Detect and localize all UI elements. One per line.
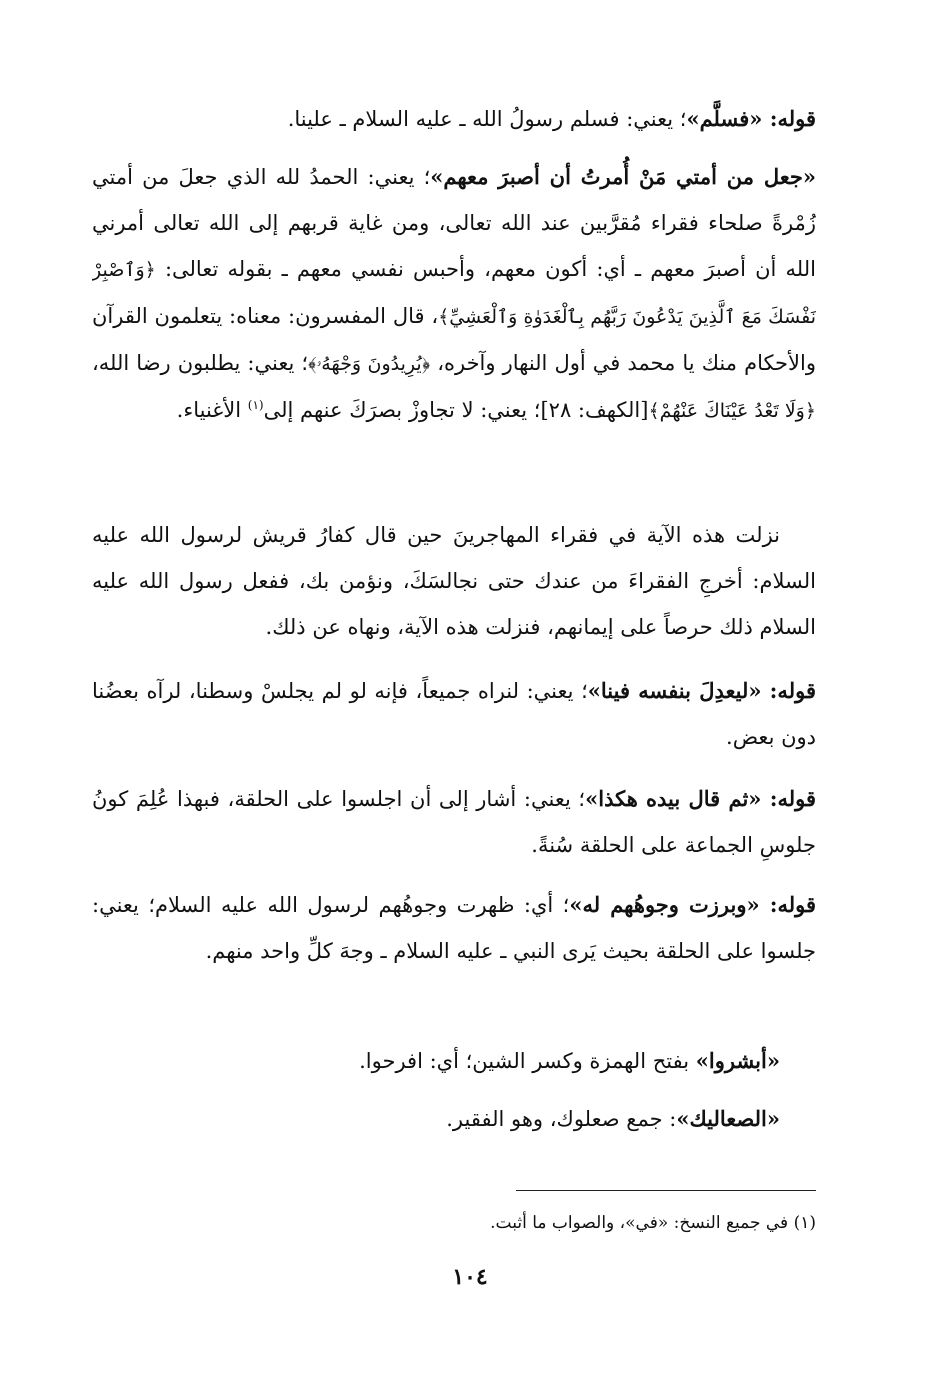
paragraph-8: [92, 1096, 816, 1142]
term-abshiru: «أبشروا»: [695, 1048, 780, 1073]
quran-verse-3: ﴿وَلَا تَعْدُ عَيْنَاكَ عَنْهُمْ﴾: [648, 400, 816, 422]
term-saaleek: «الصعاليك»: [676, 1106, 780, 1131]
paragraph-text: ؛ يعني: يطلبون رضا الله،: [92, 351, 309, 375]
paragraph-4: [92, 668, 816, 760]
quran-verse-1: ﴿وَٱصْبِرْ نَفْسَكَ مَعَ ٱلَّذِينَ يَدْعُونَ رَبَّهُم بِٱلْغَدَوٰةِ وَٱلْعَشِيِّ﴾: [92, 259, 816, 328]
term-hadith-quote: «جعل من أمتي مَنْ أُمرتُ أن أصبرَ معهم»: [430, 164, 816, 189]
footnote-reference[interactable]: (١): [247, 398, 264, 412]
paragraph-text: [الكهف: ٢٨]؛ يعني: لا تجاوزْ بصرَكَ عنهم إلى: [263, 398, 649, 422]
paragraph-5: [92, 776, 816, 868]
paragraph-text: : جمع صعلوك، وهو الفقير.: [446, 1107, 677, 1131]
paragraph-text: الأغنياء.: [176, 398, 248, 422]
term-barazat: قوله: «وبرزت وجوهُهم له»: [569, 892, 816, 917]
paragraph-text: ؛ أي: ظهرت وجوهُهم لرسول الله عليه السلام؛ يعني: جلسوا على الحلقة بحيث يَرى النبي ـ عليه السلام ـ وجهَ كلِّ واحد منهم.: [92, 893, 816, 963]
term-fasallam: قوله: «فسلَّم»: [686, 106, 816, 131]
paragraph-text: بفتح الهمزة وكسر الشين؛ أي: افرحوا.: [359, 1049, 696, 1073]
term-liyadila: قوله: «ليعدِلَ بنفسه فينا»: [587, 678, 816, 703]
paragraph-1: [92, 96, 816, 142]
paragraph-text: ؛ يعني: لنراه جميعاً، فإنه لو لم يجلسْ وسطنا، لرآه بعضُنا دون بعض.: [92, 679, 816, 749]
paragraph-text: ، قال المفسرون: معناه: يتعلمون القرآن والأحكام منك يا محمد في أول النهار وآخره،: [92, 304, 816, 375]
paragraph-text: ؛ يعني: أشار إلى أن اجلسوا على الحلقة، فبهذا عُلِمَ كونُ جلوسِ الجماعة على الحلقة سُنةً.: [92, 787, 816, 857]
paragraph-text: نزلت هذه الآية في فقراء المهاجرينَ حين قال كفارُ قريش لرسول الله عليه السلام: أخرجِ الفقراءَ من عندك حتى نجالسَكَ، ونؤمن بك، ففعل رسول الله عليه السلام ذلك حرصاً على إيمانهم، فنزلت هذه الآية، ونهاه عن ذلك.: [92, 523, 816, 639]
paragraph-2: [92, 154, 816, 434]
page-number: ١٠٤: [452, 1264, 488, 1290]
quran-verse-2: ﴿يُرِيدُونَ وَجْهَهُۥ﴾: [308, 353, 431, 375]
paragraph-7: [92, 1038, 816, 1084]
paragraph-text: ؛ يعني: فسلم رسولُ الله ـ عليه السلام ـ علينا.: [287, 107, 687, 131]
paragraph-3: [92, 512, 816, 650]
footnote: (١) في جميع النسخ: «في»، والصواب ما أثبت.: [490, 1213, 816, 1233]
paragraph-6: [92, 882, 816, 974]
paragraph-text: ؛ يعني: الحمدُ لله الذي جعلَ من أمتي زُمْرةً صلحاء فقراء مُقرَّبين عند الله تعالى، ومن غاية قربهم إلى الله تعالى أمرني الله أن أصبرَ معهم ـ أي: أكون معهم، وأحبس نفسي معهم ـ بقوله تعالى:: [92, 165, 816, 281]
term-thumma-qala: قوله: «ثم قال بيده هكذا»: [585, 786, 816, 811]
footnote-divider: [516, 1190, 816, 1191]
